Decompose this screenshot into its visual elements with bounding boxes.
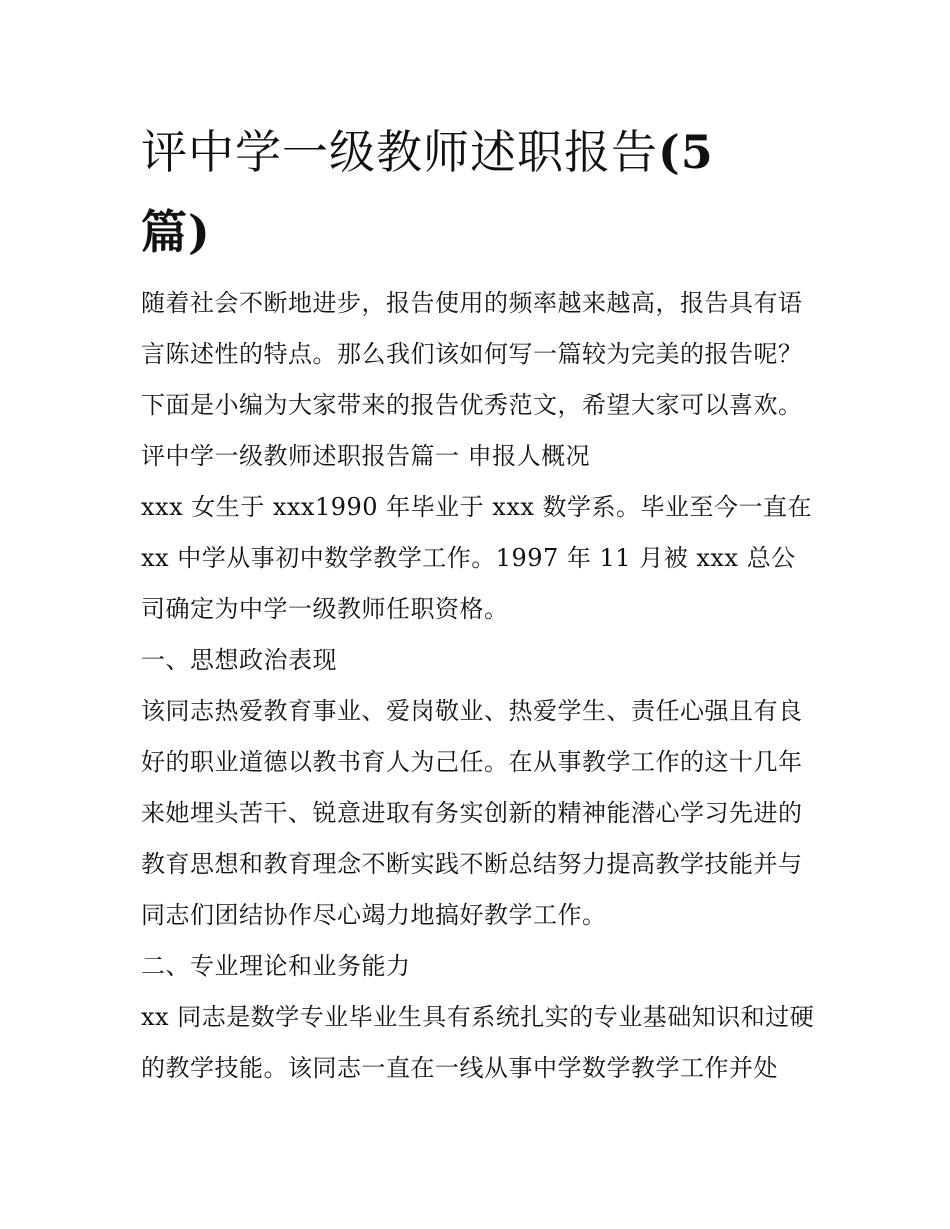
title-main: 评中学一级教师述职报告 — [141, 125, 658, 179]
intro-paragraph: 随着社会不断地进步，报告使用的频率越来越高，报告具有语言陈述性的特点。那么我们该如何写一篇较为完美的报告呢？下面是小编为大家带来的报告优秀范文，希望大家可以喜欢。 — [141, 289, 803, 419]
section-heading-professional: 二、专业理论和业务能力 — [141, 952, 411, 980]
section-heading-political: 一、思想政治表现 — [141, 646, 337, 674]
applicant-paragraph: xxx 女生于 xxx1990 年毕业于 xxx 数学系。毕业至今一直在 xx 中学从事初中数学教学工作。1997 年 11 月被 xxx 总公司确定为中学一级教师任职资格。 — [141, 493, 813, 623]
document-body — [141, 112, 821, 1094]
section-heading-applicant: 评中学一级教师述职报告篇一 申报人概况 — [141, 442, 591, 470]
professional-paragraph: xx 同志是数学专业毕业生具有系统扎实的专业基础知识和过硬的教学技能。该同志一直在一线从事中学数学教学工作并处 — [141, 1003, 815, 1082]
title-suffix: (5篇) — [141, 125, 714, 259]
page-title — [141, 112, 761, 272]
political-paragraph: 该同志热爱教育事业、爱岗敬业、热爱学生、责任心强且有良好的职业道德以教书育人为己任。在从事教学工作的这十几年来她埋头苦干、锐意进取有务实创新的精神能潜心学习先进的教育思想和教育理念不断实践不断总结努力提高教学技能并与同志们团结协作尽心竭力地搞好教学工作。 — [141, 697, 803, 929]
